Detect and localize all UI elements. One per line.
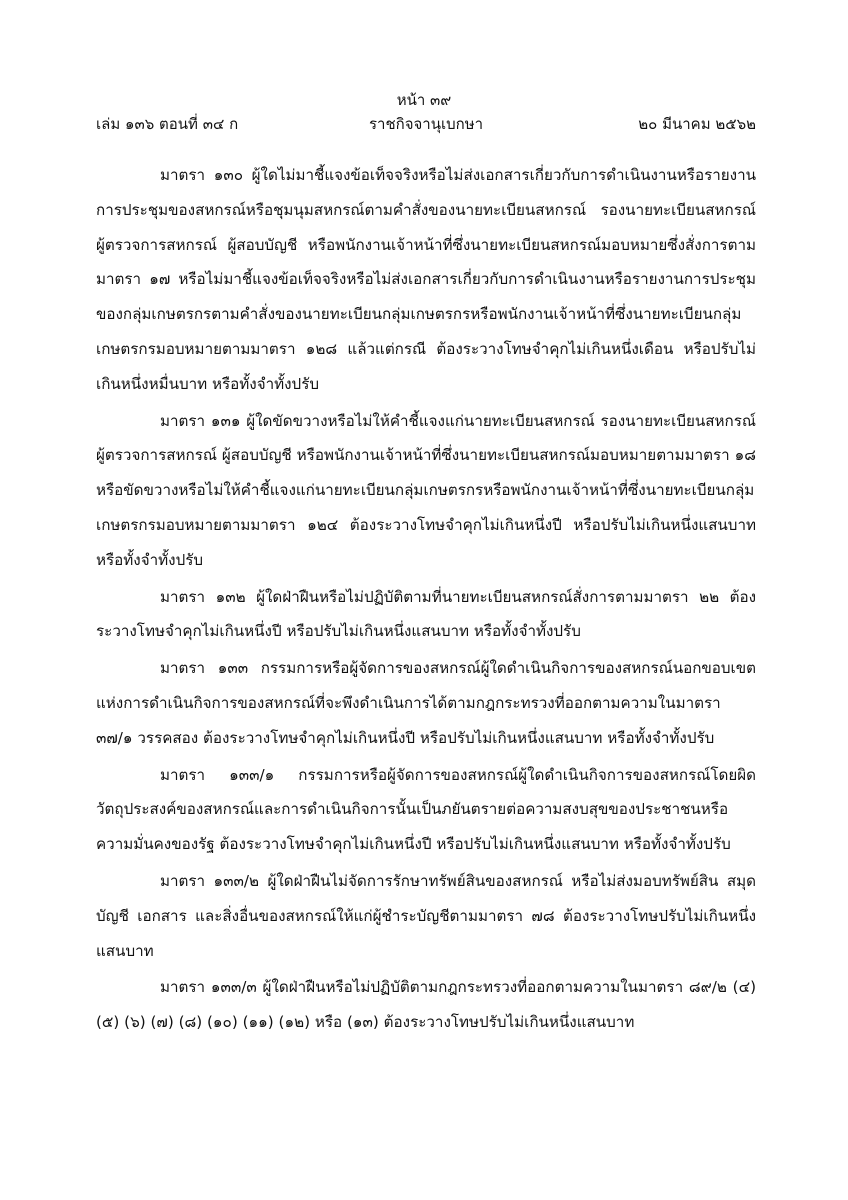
section-133-2: มาตรา ๑๓๓/๒ ผู้ใดฝ่าฝืนไม่จัดการรักษาทรัพย์สินของสหกรณ์ หรือไม่ส่งมอบทรัพย์สิน สมุดบัญชี เอกสาร และสิ่งอื่นของสหกรณ์ให้แก่ผู้ชำระบัญชีตามมาตรา ๗๘ ต้องระวางโทษปรับไม่เกินหนึ่งแสนบาท: [96, 871, 756, 960]
gazette-name: ราชกิจจานุเบกษา: [368, 115, 484, 133]
section-133-1: มาตรา ๑๓๓/๑ กรรมการหรือผู้จัดการของสหกรณ์ผู้ใดดำเนินกิจการของสหกรณ์โดยผิดวัตถุประสงค์ของสหกรณ์และการดำเนินกิจการนั้นเป็นภยันตรายต่อความสงบสุขของประชาชนหรือความมั่นคงของรัฐ ต้องระวางโทษจำคุกไม่เกินหนึ่งปี หรือปรับไม่เกินหนึ่งแสนบาท หรือทั้งจำทั้งปรับ: [96, 765, 756, 854]
section-131: มาตรา ๑๓๑ ผู้ใดขัดขวางหรือไม่ให้คำชี้แจงแก่นายทะเบียนสหกรณ์ รองนายทะเบียนสหกรณ์ ผู้ตรวจการสหกรณ์ ผู้สอบบัญชี หรือพนักงานเจ้าหน้าที่ซึ่งนายทะเบียนสหกรณ์มอบหมายตามมาตรา ๑๘ หรือขัดขวางหรือไม่ให้คำชี้แจงแก่นายทะเบียนกลุ่มเกษตรกรหรือพนักงานเจ้าหน้าที่ซึ่งนายทะเบียนกลุ่มเกษตรกรมอบหมายตามมาตรา ๑๒๔ ต้องระวางโทษจำคุกไม่เกินหนึ่งปี หรือปรับไม่เกินหนึ่งแสนบาท หรือทั้งจำทั้งปรับ: [96, 411, 756, 569]
section-133-3: มาตรา ๑๓๓/๓ ผู้ใดฝ่าฝืนหรือไม่ปฏิบัติตามกฎกระทรวงที่ออกตามความในมาตรา ๘๙/๒ (๔) (๕) (๖) (๗) (๘) (๑๐) (๑๑) (๑๒) หรือ (๑๓) ต้องระวางโทษปรับไม่เกินหนึ่งแสนบาท: [96, 978, 756, 1032]
section-132: มาตรา ๑๓๒ ผู้ใดฝ่าฝืนหรือไม่ปฏิบัติตามที่นายทะเบียนสหกรณ์สั่งการตามมาตรา ๒๒ ต้องระวางโทษจำคุกไม่เกินหนึ่งปี หรือปรับไม่เกินหนึ่งแสนบาท หรือทั้งจำทั้งปรับ: [96, 587, 756, 641]
section-130: มาตรา ๑๓๐ ผู้ใดไม่มาชี้แจงข้อเท็จจริงหรือไม่ส่งเอกสารเกี่ยวกับการดำเนินงานหรือรายงานการประชุมของสหกรณ์หรือชุมนุมสหกรณ์ตามคำสั่งของนายทะเบียนสหกรณ์ รองนายทะเบียนสหกรณ์ ผู้ตรวจการสหกรณ์ ผู้สอบบัญชี หรือพนักงานเจ้าหน้าที่ซึ่งนายทะเบียนสหกรณ์มอบหมายซึ่งสั่งการตามมาตรา ๑๗ หรือไม่มาชี้แจงข้อเท็จจริงหรือไม่ส่งเอกสารเกี่ยวกับการดำเนินงานหรือรายงานการประชุมของกลุ่มเกษตรกรตามคำสั่งของนายทะเบียนกลุ่มเกษตรกรหรือพนักงานเจ้าหน้าที่ซึ่งนายทะเบียนกลุ่มเกษตรกรมอบหมายตามมาตรา ๑๒๘ แล้วแต่กรณี ต้องระวางโทษจำคุกไม่เกินหนึ่งเดือน หรือปรับไม่เกินหนึ่งหมื่นบาท หรือทั้งจำทั้งปรับ: [96, 166, 756, 393]
page-header: [96, 112, 756, 136]
volume-info: เล่ม ๑๓๖ ตอนที่ ๓๔ ก: [96, 115, 239, 133]
document-body: [96, 158, 756, 1042]
publication-date: ๒๐ มีนาคม ๒๕๖๒: [638, 115, 756, 133]
section-133: มาตรา ๑๓๓ กรรมการหรือผู้จัดการของสหกรณ์ผู้ใดดำเนินกิจการของสหกรณ์นอกขอบเขตแห่งการดำเนินกิจการของสหกรณ์ที่จะพึงดำเนินการได้ตามกฎกระทรวงที่ออกตามความในมาตรา ๓๗/๑ วรรคสอง ต้องระวางโทษจำคุกไม่เกินหนึ่งปี หรือปรับไม่เกินหนึ่งแสนบาท หรือทั้งจำทั้งปรับ: [96, 659, 756, 747]
page-number: หน้า ๓๙: [396, 91, 452, 109]
